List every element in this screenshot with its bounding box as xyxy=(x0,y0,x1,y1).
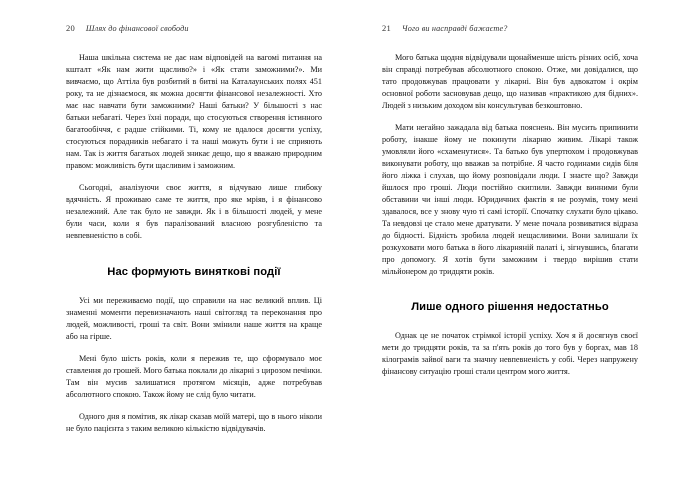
left-page-body xyxy=(0,52,350,483)
page-headers xyxy=(0,0,700,33)
paragraph: Одного дня я помітив, як лікар сказав моїй матері, що в нього ніколи не було пацієнта з таким великою кількістю відвідувачів. xyxy=(66,411,322,433)
left-page-number: 20 xyxy=(66,23,75,33)
right-running-title: Чого ви насправді бажаєте? xyxy=(401,24,508,33)
paragraph: Наша шкільна система не дає нам відповідей на вагомі питання на кшталт «Як нам жити щасливо?» і «Як стати заможними?». Ми вивчаємо, що Аттіла був розбитий в битві на Каталаунських полях 451 року, та не дізнаємося, як можна досягти фінансової незалежності. Хто має нас навчати бути заможними? Наші батьки? У більшості з нас батьки небагаті. Через їхні поради, що стосуються створення істинного багатообіччя, є радше стійкими. Ті, кому не вдалося досягти успіху, стосуються порадників небагато і та наші можуть бути і не сприяють нам. Так із життя багатьох людей зникає дещо, що я вважаю природним правом: можливість бути щасливим і заможним. xyxy=(66,53,322,171)
paragraph: Мати негайно зажадала від батька пояснень. Він мусить припинити роботу, інакше йому не покинути лікарню живим. Лікарі також умовляли його «схаменутися». Та батько був упертюхом і продовжував виконувати роботу, що вважав за потрібне. Я часто годинами сидів біля його ліжка і слухав, що йому розповідали люди. І знаєте що? Завжди йшлося про гроші. Люди постійно скиглили. Завжди винними були обставини чи інші люди. Юридичних фактів я не розумів, тому мені здавалося, все у знову чую ті самі історії. Спочатку слухати було цікаво. Та невдовзі це стало мене дратувати. У мене почала розвиватися відраза до бідності. Бідність зробила людей нещасливими. Вони залишали їх розкуховати мого батька в його лікарняній палаті і, зігнувшись, благати про допомогу. Я хотів бути заможним і твердо вирішив стати мільйонером до тридцяти років. xyxy=(382,122,638,277)
right-section-heading-block xyxy=(382,301,638,313)
paragraph: Мого батька щодня відвідували щонайменше шість різних осіб, хоча він справді потребував абсолютного спокою. Отже, ми довідалися, що тато продовжував працювати у лікарні. Він був адвокатом і окрім основної роботи засновував дещо, що називав «практикою для бідних». Людей з низьким доходом він консультував безкоштовно. xyxy=(382,53,638,111)
right-page-number: 21 xyxy=(382,23,391,33)
page-columns xyxy=(0,33,700,483)
paragraph: Усі ми переживаємо події, що справили на нас великий вплив. Ці знаменні моменти перевизначають наші світогляд та переконання про людей, можливості, гроші та світ. Вони змінили наше життя на краще або на гірше. xyxy=(66,296,322,342)
paragraph: Сьогодні, аналізуючи своє життя, я відчуваю лише глибоку вдячність. Я проживаю саме те життя, про яке мріяв, і я фінансово незалежний. Але так було не завжди. Як і в більшості людей, у мене були часи, коли я був паралізований власною розгубленістю та невпевненістю в собі. xyxy=(66,182,322,241)
left-running-title: Шлях до фінансової свободи xyxy=(85,24,189,33)
left-section-heading-block xyxy=(66,266,322,278)
section-heading: Нас формують виняткові події xyxy=(107,266,281,279)
left-page-header xyxy=(0,23,350,33)
right-page-body xyxy=(350,52,700,483)
section-heading: Лише одного рішення недостатньо xyxy=(411,301,609,314)
paragraph: Мені було шість років, коли я пережив те, що сформувало моє ставлення до грошей. Мого батька поклали до лікарні з цирозом печінки. Там він мусив залишатися протягом місяців, адже потребував абсолютного спокою. Також йому не слід було читати. xyxy=(66,353,322,400)
paragraph: Однак це не початок стрімкої історії успіху. Хоч я й досягнув своєї мети до тридцяти років, та за п'ять років до того був у боргах, мав 18 кілограмів зайвої ваги та значну невпевненість у собі. Через напружену фінансову ситуацію гроші стали центром мого життя. xyxy=(382,331,638,377)
right-page-header xyxy=(350,23,700,33)
